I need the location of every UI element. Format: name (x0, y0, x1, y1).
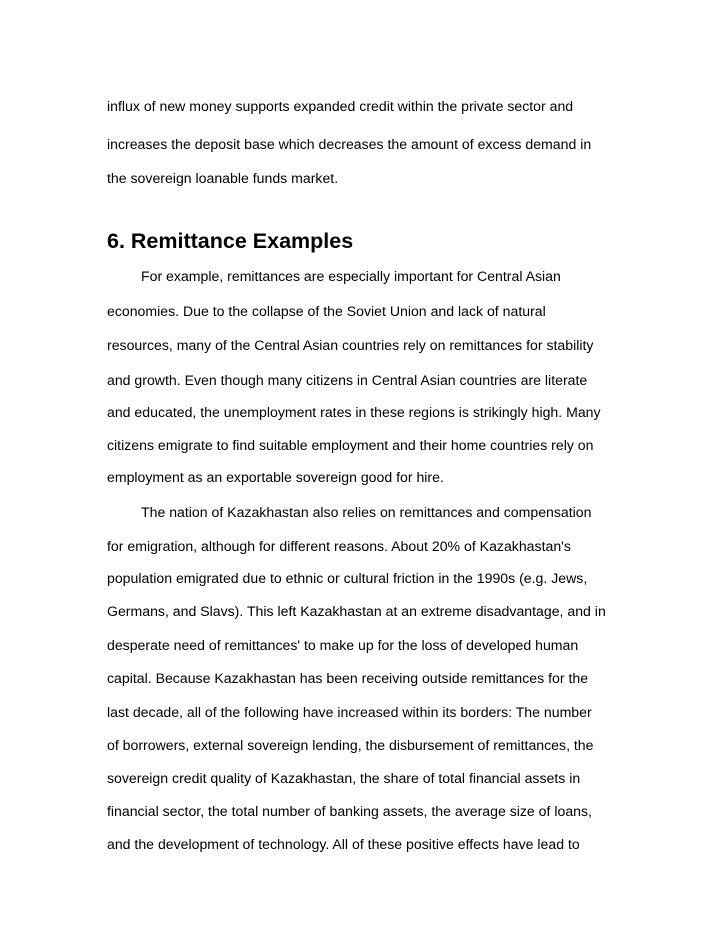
body-text-line: and growth. Even though many citizens in Central Asian countries are literate (107, 372, 588, 388)
body-text-line: financial sector, the total number of banking assets, the average size of loans, (107, 803, 592, 819)
body-text-line: Germans, and Slavs). This left Kazakhastan at an extreme disadvantage, and in (107, 603, 606, 619)
body-text-line: capital. Because Kazakhastan has been receiving outside remittances for the (107, 670, 589, 686)
body-text-line: employment as an exportable sovereign good for hire. (107, 469, 444, 485)
body-text-line: sovereign credit quality of Kazakhastan, the share of total financial assets in (107, 770, 581, 786)
body-text-line: for emigration, although for different reasons. About 20% of Kazakhastan's (107, 538, 571, 554)
body-text-line: desperate need of remittances' to make up for the loss of developed human (107, 637, 579, 653)
body-text-line: of borrowers, external sovereign lending, the disbursement of remittances, the (107, 737, 594, 753)
body-text-line: The nation of Kazakhastan also relies on remittances and compensation (141, 504, 592, 520)
body-text-line: population emigrated due to ethnic or cultural friction in the 1990s (e.g. Jews, (107, 570, 588, 586)
body-text-line: economies. Due to the collapse of the Soviet Union and lack of natural (107, 303, 546, 319)
body-text-line: and the development of technology. All of these positive effects have lead to (107, 836, 580, 852)
body-text-line: resources, many of the Central Asian countries rely on remittances for stability (107, 337, 594, 353)
body-text-line: last decade, all of the following have increased within its borders: The number (107, 704, 592, 720)
section-heading: 6. Remittance Examples (107, 229, 354, 253)
body-text-line: influx of new money supports expanded credit within the private sector and (107, 98, 574, 114)
body-text-line: the sovereign loanable funds market. (107, 170, 339, 186)
body-text-line: For example, remittances are especially important for Central Asian (141, 268, 561, 284)
body-text-line: citizens emigrate to find suitable employment and their home countries rely on (107, 437, 594, 453)
body-text-line: and educated, the unemployment rates in these regions is strikingly high. Many (107, 404, 601, 420)
body-text-line: increases the deposit base which decreases the amount of excess demand in (107, 136, 592, 152)
